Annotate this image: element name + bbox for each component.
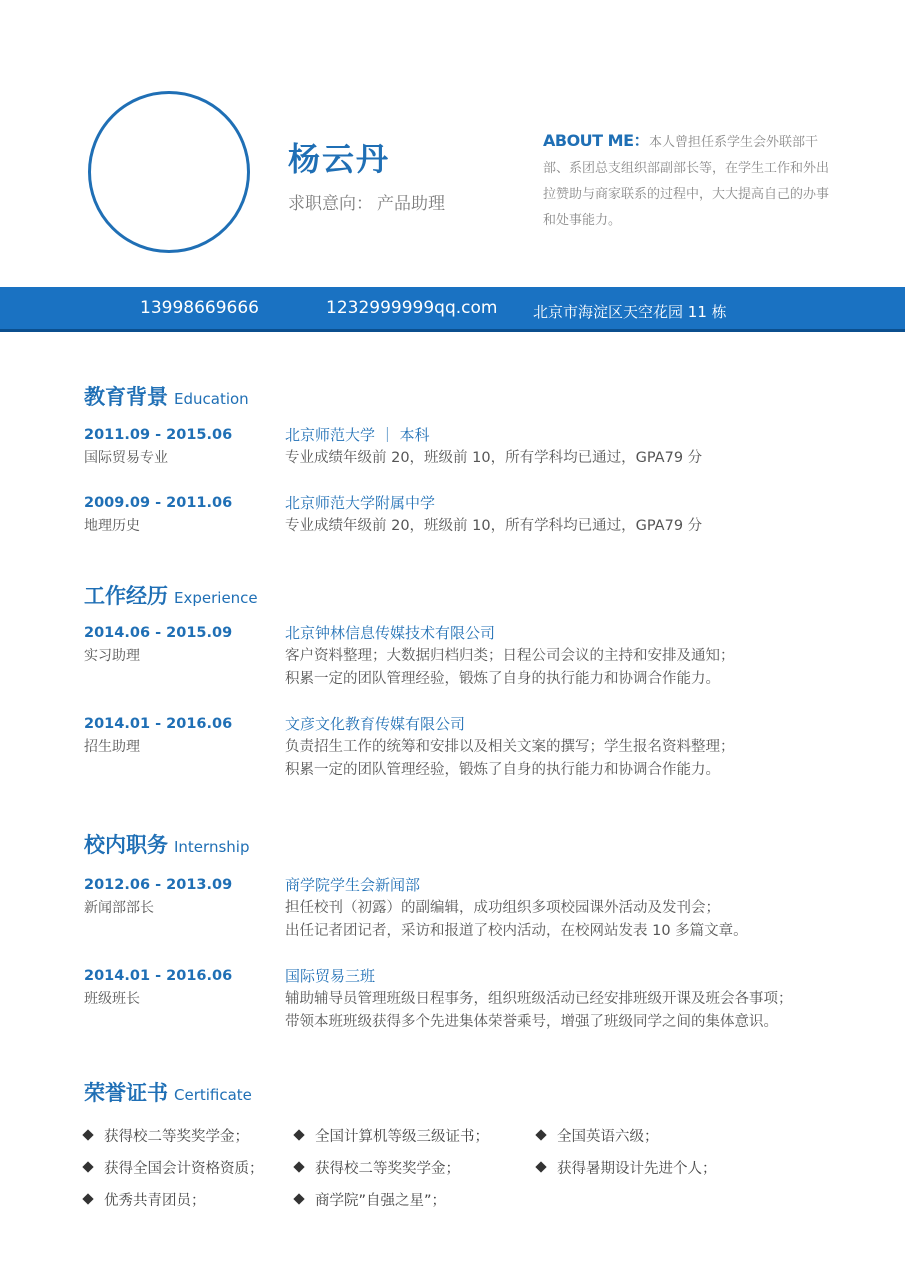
- contact-address: 北京市海淀区天空花园 11 栋: [533, 303, 727, 321]
- contact-band: [0, 287, 905, 332]
- certificate-item: 获得全国会计资格资质；: [84, 1157, 264, 1178]
- entry-role: 国际贸易专业: [84, 450, 168, 466]
- certificate-item: 全国英语六级；: [537, 1125, 659, 1146]
- entry-organization: 北京师范大学附属中学: [285, 494, 436, 512]
- certificate-item: 全国计算机等级三级证书；: [295, 1125, 489, 1146]
- entry-description-line: 积累一定的团队管理经验，锻炼了自身的执行能力和协调合作能力。: [285, 671, 720, 687]
- entry-role: 实习助理: [84, 648, 140, 664]
- certificate-section-title: [84, 1077, 252, 1107]
- about-me-text: 本人曾担任系学生会外联部干部、系团总支组织部副部长等，在学生工作和外出拉赞助与商家联系的过程中，大大提高自己的办事和处事能力。: [543, 135, 830, 228]
- entry-description-line: 担任校刊（初露）的副编辑，成功组织多项校园课外活动及发刊会；: [285, 900, 720, 916]
- certificate-row: [84, 1189, 844, 1219]
- candidate-name: 杨云丹: [288, 140, 391, 178]
- certificate-item: 获得校二等奖奖学金；: [84, 1125, 249, 1146]
- entry-organization: 文彦文化教育传媒有限公司: [285, 715, 466, 733]
- entry-description-line: 带领本班班级获得多个先进集体荣誉乘号，增强了班级同学之间的集体意识。: [285, 1014, 778, 1030]
- certificate-row: [84, 1125, 844, 1155]
- education-title-en: Education: [174, 390, 249, 408]
- entry-role: 班级班长: [84, 991, 140, 1007]
- about-me-label: ABOUT ME：: [543, 131, 650, 150]
- diamond-bullet-icon: [293, 1129, 304, 1140]
- entry-role: 招生助理: [84, 739, 140, 755]
- experience-section-title: [84, 580, 258, 610]
- internship-title-cn: 校内职务: [84, 833, 168, 857]
- contact-phone: 13998669666: [140, 298, 259, 318]
- job-intent-label: 求职意向：: [288, 194, 373, 214]
- entry-organization: 国际贸易三班: [285, 967, 376, 985]
- certificate-item: 优秀共青团员；: [84, 1189, 206, 1210]
- education-section-title: [84, 381, 249, 411]
- entry-date: 2012.06 - 2013.09: [84, 877, 233, 893]
- certificate-item: 获得暑期设计先进个人；: [537, 1157, 717, 1178]
- entry-description-line: 辅助辅导员管理班级日程事务，组织班级活动已经安排班级开课及班会各事项；: [285, 991, 793, 1007]
- internship-title-en: Internship: [174, 838, 250, 856]
- entry-date: 2009.09 - 2011.06: [84, 495, 233, 511]
- job-intent-value: 产品助理: [377, 194, 445, 214]
- education-title-cn: 教育背景: [84, 385, 168, 409]
- entry-organization: 商学院学生会新闻部: [285, 876, 421, 894]
- entry-description-line: 积累一定的团队管理经验，锻炼了自身的执行能力和协调合作能力。: [285, 762, 720, 778]
- diamond-bullet-icon: [82, 1161, 93, 1172]
- contact-email: 1232999999qq.com: [326, 298, 498, 318]
- certificate-title-cn: 荣誉证书: [84, 1081, 168, 1105]
- entry-role: 地理历史: [84, 518, 140, 534]
- entry-role: 新闻部部长: [84, 900, 154, 916]
- internship-section-title: [84, 829, 249, 859]
- entry-description-line: 负责招生工作的统筹和安排以及相关文案的撰写；学生报名资料整理；: [285, 739, 735, 755]
- experience-title-en: Experience: [174, 589, 258, 607]
- about-me: [543, 128, 833, 234]
- diamond-bullet-icon: [535, 1161, 546, 1172]
- job-intent: [288, 189, 445, 214]
- avatar-photo-frame: [88, 91, 250, 253]
- entry-description-line: 专业成绩年级前 20，班级前 10，所有学科均已通过，GPA79 分: [285, 518, 703, 534]
- diamond-bullet-icon: [293, 1193, 304, 1204]
- entry-organization: 北京师范大学 ｜ 本科: [285, 426, 430, 444]
- diamond-bullet-icon: [293, 1161, 304, 1172]
- certificate-row: [84, 1157, 844, 1187]
- certificate-item: 商学院”自强之星”；: [295, 1189, 446, 1210]
- entry-description-line: 专业成绩年级前 20，班级前 10，所有学科均已通过，GPA79 分: [285, 450, 703, 466]
- entry-date: 2014.01 - 2016.06: [84, 716, 233, 732]
- entry-date: 2011.09 - 2015.06: [84, 427, 233, 443]
- diamond-bullet-icon: [535, 1129, 546, 1140]
- certificate-title-en: Certificate: [174, 1086, 252, 1104]
- entry-organization: 北京钟林信息传媒技术有限公司: [285, 624, 496, 642]
- diamond-bullet-icon: [82, 1129, 93, 1140]
- experience-title-cn: 工作经历: [84, 584, 168, 608]
- entry-description-line: 客户资料整理；大数据归档归类；日程公司会议的主持和安排及通知；: [285, 648, 735, 664]
- entry-date: 2014.01 - 2016.06: [84, 968, 233, 984]
- entry-description-line: 出任记者团记者，采访和报道了校内活动，在校网站发表 10 多篇文章。: [285, 923, 748, 939]
- certificate-item: 获得校二等奖奖学金；: [295, 1157, 460, 1178]
- diamond-bullet-icon: [82, 1193, 93, 1204]
- entry-date: 2014.06 - 2015.09: [84, 625, 233, 641]
